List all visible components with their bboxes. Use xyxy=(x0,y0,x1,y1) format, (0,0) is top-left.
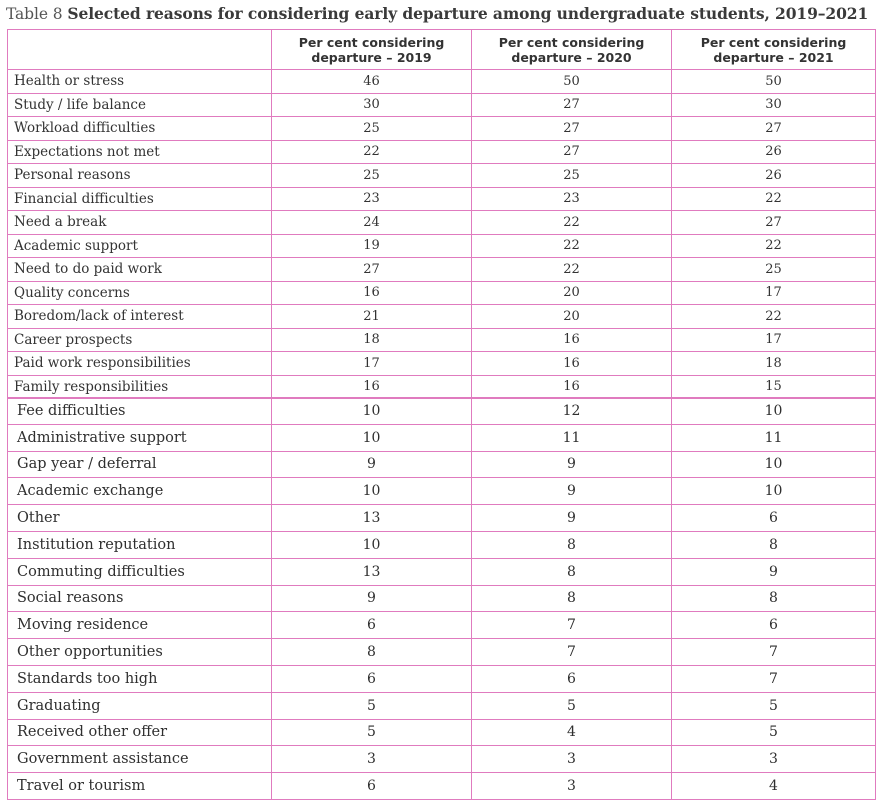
value-2021-cell: 15 xyxy=(672,375,876,399)
value-2019-cell: 17 xyxy=(272,352,472,376)
value-2020-cell: 16 xyxy=(472,375,672,399)
value-2021-cell: 5 xyxy=(672,719,876,746)
table-number: Table 8 xyxy=(6,5,63,23)
value-2021-cell: 22 xyxy=(672,234,876,258)
value-2020-cell: 22 xyxy=(472,258,672,282)
value-2021-cell: 17 xyxy=(672,328,876,352)
table-row xyxy=(8,424,876,451)
reason-cell: Gap year / deferral xyxy=(8,451,272,478)
table-row xyxy=(8,352,876,376)
table-row xyxy=(8,773,876,800)
value-2020-cell: 50 xyxy=(472,70,672,94)
reason-cell: Workload difficulties xyxy=(8,117,272,141)
value-2020-cell: 16 xyxy=(472,328,672,352)
table-row xyxy=(8,398,876,425)
table-body-part-1 xyxy=(8,70,876,399)
table-row xyxy=(8,187,876,211)
value-2021-cell: 25 xyxy=(672,258,876,282)
table-row xyxy=(8,117,876,141)
table-row xyxy=(8,140,876,164)
value-2020-cell: 11 xyxy=(472,424,672,451)
value-2020-cell: 8 xyxy=(472,585,672,612)
header-2019: Per cent considering departure – 2019 xyxy=(272,30,472,70)
table-row xyxy=(8,328,876,352)
value-2021-cell: 10 xyxy=(672,478,876,505)
value-2019-cell: 13 xyxy=(272,505,472,532)
value-2019-cell: 9 xyxy=(272,451,472,478)
reason-cell: Personal reasons xyxy=(8,164,272,188)
reason-cell: Need a break xyxy=(8,211,272,235)
value-2021-cell: 6 xyxy=(672,505,876,532)
value-2020-cell: 27 xyxy=(472,93,672,117)
value-2021-cell: 22 xyxy=(672,187,876,211)
reason-cell: Other opportunities xyxy=(8,639,272,666)
table-header-row xyxy=(8,30,876,70)
value-2021-cell: 7 xyxy=(672,665,876,692)
value-2019-cell: 21 xyxy=(272,305,472,329)
value-2020-cell: 20 xyxy=(472,305,672,329)
value-2021-cell: 17 xyxy=(672,281,876,305)
value-2020-cell: 9 xyxy=(472,451,672,478)
value-2019-cell: 30 xyxy=(272,93,472,117)
value-2021-cell: 27 xyxy=(672,117,876,141)
value-2021-cell: 10 xyxy=(672,398,876,425)
value-2019-cell: 10 xyxy=(272,478,472,505)
value-2019-cell: 13 xyxy=(272,558,472,585)
value-2019-cell: 3 xyxy=(272,746,472,773)
value-2021-cell: 6 xyxy=(672,612,876,639)
value-2020-cell: 20 xyxy=(472,281,672,305)
value-2021-cell: 3 xyxy=(672,746,876,773)
value-2019-cell: 18 xyxy=(272,328,472,352)
table-caption xyxy=(6,3,882,25)
reason-cell: Commuting difficulties xyxy=(8,558,272,585)
value-2020-cell: 9 xyxy=(472,505,672,532)
reason-cell: Career prospects xyxy=(8,328,272,352)
reason-cell: Fee difficulties xyxy=(8,398,272,425)
value-2019-cell: 10 xyxy=(272,424,472,451)
reasons-table-part-1 xyxy=(7,29,876,399)
value-2019-cell: 24 xyxy=(272,211,472,235)
value-2020-cell: 22 xyxy=(472,211,672,235)
reason-cell: Government assistance xyxy=(8,746,272,773)
value-2020-cell: 16 xyxy=(472,352,672,376)
reason-cell: Health or stress xyxy=(8,70,272,94)
value-2020-cell: 7 xyxy=(472,639,672,666)
value-2020-cell: 5 xyxy=(472,692,672,719)
value-2021-cell: 22 xyxy=(672,305,876,329)
value-2019-cell: 5 xyxy=(272,692,472,719)
value-2021-cell: 26 xyxy=(672,140,876,164)
table-row xyxy=(8,719,876,746)
value-2019-cell: 10 xyxy=(272,398,472,425)
value-2020-cell: 4 xyxy=(472,719,672,746)
value-2021-cell: 8 xyxy=(672,585,876,612)
table-row xyxy=(8,305,876,329)
reason-cell: Need to do paid work xyxy=(8,258,272,282)
table-row xyxy=(8,585,876,612)
value-2021-cell: 27 xyxy=(672,211,876,235)
table-row xyxy=(8,281,876,305)
reason-cell: Expectations not met xyxy=(8,140,272,164)
value-2020-cell: 8 xyxy=(472,531,672,558)
value-2019-cell: 25 xyxy=(272,117,472,141)
table-row xyxy=(8,478,876,505)
table-title: Selected reasons for considering early departure among undergraduate students, 2019–2021 xyxy=(67,4,869,23)
reason-cell: Travel or tourism xyxy=(8,773,272,800)
value-2020-cell: 3 xyxy=(472,773,672,800)
value-2019-cell: 6 xyxy=(272,773,472,800)
value-2020-cell: 22 xyxy=(472,234,672,258)
value-2020-cell: 8 xyxy=(472,558,672,585)
table-body-part-2 xyxy=(8,398,876,800)
value-2019-cell: 46 xyxy=(272,70,472,94)
reason-cell: Study / life balance xyxy=(8,93,272,117)
value-2020-cell: 27 xyxy=(472,117,672,141)
reason-cell: Financial difficulties xyxy=(8,187,272,211)
reason-cell: Academic support xyxy=(8,234,272,258)
value-2019-cell: 25 xyxy=(272,164,472,188)
value-2020-cell: 27 xyxy=(472,140,672,164)
table-row xyxy=(8,451,876,478)
table-row xyxy=(8,612,876,639)
value-2020-cell: 12 xyxy=(472,398,672,425)
value-2019-cell: 23 xyxy=(272,187,472,211)
table-row xyxy=(8,505,876,532)
value-2021-cell: 8 xyxy=(672,531,876,558)
value-2019-cell: 8 xyxy=(272,639,472,666)
value-2019-cell: 16 xyxy=(272,281,472,305)
value-2021-cell: 10 xyxy=(672,451,876,478)
reasons-table-part-2 xyxy=(7,397,876,800)
reason-cell: Social reasons xyxy=(8,585,272,612)
value-2020-cell: 23 xyxy=(472,187,672,211)
value-2021-cell: 5 xyxy=(672,692,876,719)
value-2021-cell: 26 xyxy=(672,164,876,188)
table-row xyxy=(8,258,876,282)
value-2021-cell: 9 xyxy=(672,558,876,585)
value-2020-cell: 3 xyxy=(472,746,672,773)
table-row xyxy=(8,692,876,719)
value-2021-cell: 30 xyxy=(672,93,876,117)
header-2020: Per cent considering departure – 2020 xyxy=(472,30,672,70)
value-2019-cell: 5 xyxy=(272,719,472,746)
value-2019-cell: 27 xyxy=(272,258,472,282)
reason-cell: Standards too high xyxy=(8,665,272,692)
value-2019-cell: 6 xyxy=(272,612,472,639)
value-2021-cell: 50 xyxy=(672,70,876,94)
table-row xyxy=(8,665,876,692)
table-row xyxy=(8,164,876,188)
table-row xyxy=(8,375,876,399)
table-row xyxy=(8,531,876,558)
value-2021-cell: 7 xyxy=(672,639,876,666)
value-2019-cell: 22 xyxy=(272,140,472,164)
table-row xyxy=(8,211,876,235)
value-2019-cell: 9 xyxy=(272,585,472,612)
reason-cell: Other xyxy=(8,505,272,532)
reason-cell: Family responsibilities xyxy=(8,375,272,399)
value-2020-cell: 7 xyxy=(472,612,672,639)
value-2021-cell: 11 xyxy=(672,424,876,451)
table-row xyxy=(8,234,876,258)
reason-cell: Quality concerns xyxy=(8,281,272,305)
header-2021: Per cent considering departure – 2021 xyxy=(672,30,876,70)
value-2019-cell: 6 xyxy=(272,665,472,692)
reason-cell: Paid work responsibilities xyxy=(8,352,272,376)
value-2019-cell: 19 xyxy=(272,234,472,258)
table-row xyxy=(8,558,876,585)
table-row xyxy=(8,746,876,773)
value-2021-cell: 18 xyxy=(672,352,876,376)
value-2020-cell: 25 xyxy=(472,164,672,188)
table-row xyxy=(8,93,876,117)
value-2019-cell: 10 xyxy=(272,531,472,558)
reason-cell: Graduating xyxy=(8,692,272,719)
reason-cell: Institution reputation xyxy=(8,531,272,558)
value-2021-cell: 4 xyxy=(672,773,876,800)
value-2019-cell: 16 xyxy=(272,375,472,399)
value-2020-cell: 9 xyxy=(472,478,672,505)
reason-cell: Received other offer xyxy=(8,719,272,746)
reason-cell: Academic exchange xyxy=(8,478,272,505)
table-row xyxy=(8,639,876,666)
reason-cell: Boredom/lack of interest xyxy=(8,305,272,329)
header-reason xyxy=(8,30,272,70)
value-2020-cell: 6 xyxy=(472,665,672,692)
table-row xyxy=(8,70,876,94)
reason-cell: Administrative support xyxy=(8,424,272,451)
reason-cell: Moving residence xyxy=(8,612,272,639)
